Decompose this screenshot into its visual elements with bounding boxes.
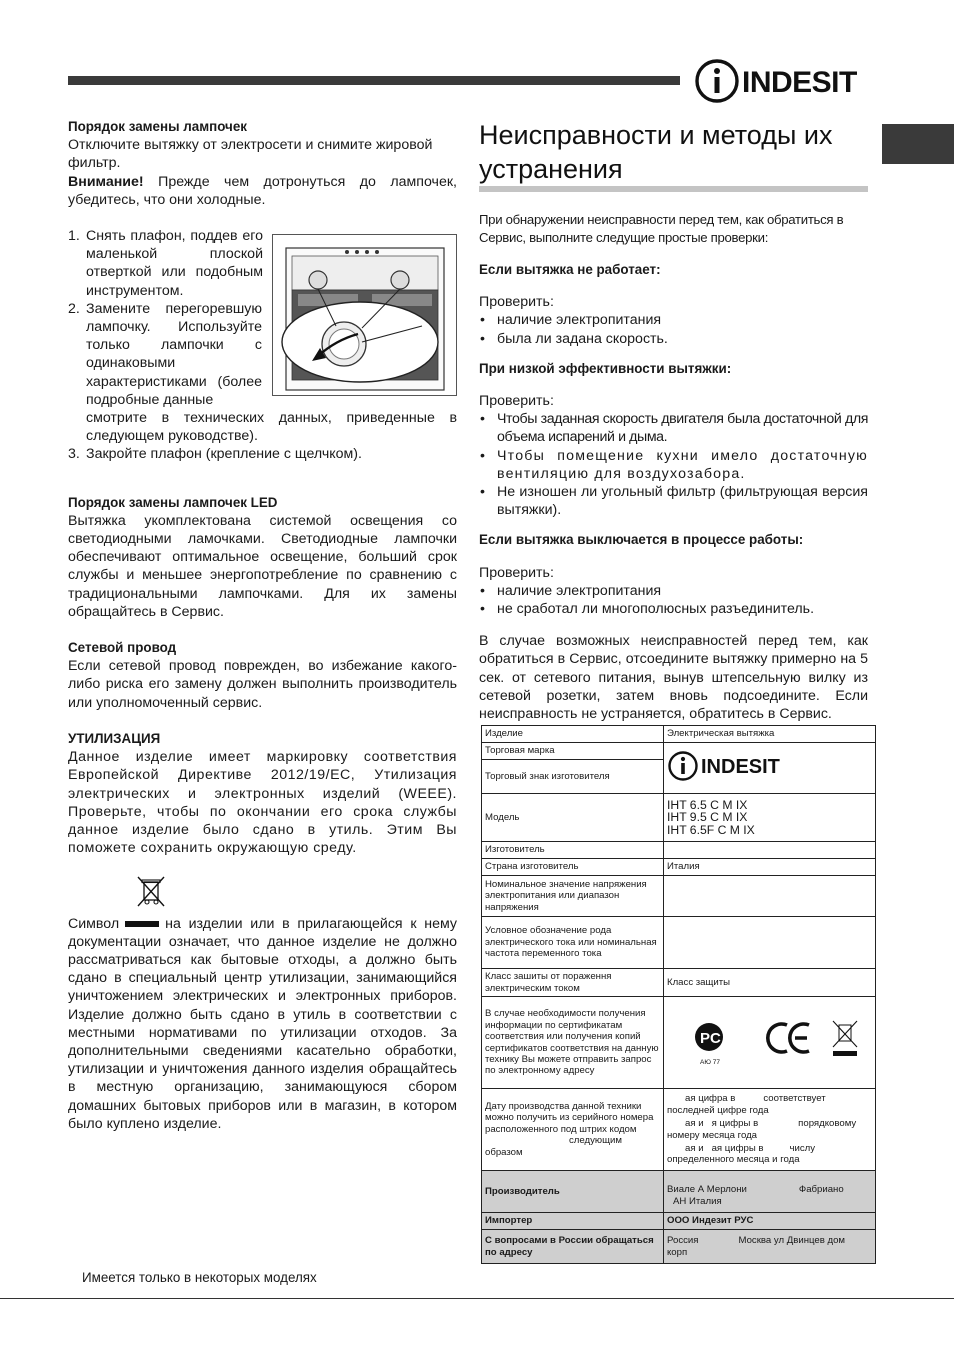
symbol-paragraph: [68, 915, 457, 1133]
table-row: [482, 743, 876, 760]
cell-value: [664, 842, 876, 859]
cell-label: Импортер: [482, 1213, 664, 1230]
list-item: • не сработал ли многополюсных разъединитель.: [479, 600, 868, 618]
cell-label: Изделие: [482, 726, 664, 743]
cord-heading: Сетевой провод: [68, 640, 177, 656]
warning-paragraph: [68, 173, 457, 209]
svg-text:INDESIT: INDESIT: [742, 66, 857, 99]
cell-cert-marks: [664, 997, 876, 1089]
date-rule: числу: [789, 1142, 816, 1154]
model-name: IHT 6.5 C M IX: [667, 797, 748, 812]
title-underline: [479, 186, 868, 192]
footnote: Имеется только в некоторых моделях: [82, 1270, 317, 1285]
cell-value: Класс защиты: [664, 969, 876, 997]
cell-label: Класс зашиты от пораження электрическим током: [482, 969, 664, 997]
date-rule: ая и: [685, 1142, 704, 1154]
ce-mark-icon: [768, 1024, 787, 1052]
step-text-b: смотрите в технических данных, приведенные в следующем руководстве).: [86, 410, 457, 445]
led-heading: Порядок замены лампочек LED: [68, 494, 278, 510]
date-rule: последней цифре года: [667, 1104, 769, 1116]
producer-line: Виале А Мерлони: [667, 1184, 747, 1196]
warning-text: Прежде чем дотронуться до лампочек, убедитесь, что они холодные.: [68, 173, 457, 208]
symbol-text: на изделии или в прилагающейся к нему документации означает, что данное изделие не должно рассматриваться как бытовые отходы, а должно быть сдано в специальный центр утилизации, занимающийся уничтожением электрических и электронных приборов. Изделие должно быть сдано в утиль в соответствии с местными нормативами по утилизации отходов. За дополнительными сведениями касательно обработки, утилизации и уничтожения данного изделия обращайтесь в местную организацию, занимающуюся сбором домашних бытовых приборов или в магазин, в котором было куплено изделие.: [68, 915, 457, 1132]
section-1-list: [479, 311, 868, 347]
svg-text:PC: PC: [700, 1029, 721, 1047]
disposal-text: Данное изделие имеет маркировку соответствия Европейской Директиве 2012/19/EC, Утилизация электрических и электронных изделий (WEEE). Проверьте, чтобы по окончании его срока службы данное изделие было сдано в утиль. Этим Вы поможете сохранить окружающую среду.: [68, 749, 457, 857]
step-3: [68, 445, 457, 463]
cell-label: Условное обозначение рода электрического тока или номинальная частота переменного тока: [482, 917, 664, 969]
cord-text: Если сетевой провод поврежден, во избежание какого-либо риска его замену должен выполнить производитель или уполномоченный сервис.: [68, 658, 457, 711]
step-1: [68, 227, 263, 300]
weee-bin-icon: [136, 875, 166, 909]
contact-line: Москва ул Двинцев дом: [738, 1235, 846, 1247]
cell-value: [664, 917, 876, 969]
cell-label: Страна изготовитель: [482, 859, 664, 876]
model-name: IHT 9.5 C M IX: [667, 810, 748, 825]
list-item: • Не изношен ли угольный фильтр (фильтрующая версия вытяжки).: [479, 483, 868, 519]
section-2-heading: При низкой эффективности вытяжки:: [479, 360, 732, 376]
cell-label: В случае необходимости получения информации по сертификатам соответствия или получения копий сертификатов соответствия на данную технику Вы можете отправить запрос по электронному адресу: [482, 997, 664, 1089]
date-rule: соответствует: [763, 1093, 826, 1105]
step-number: 1.: [68, 228, 80, 245]
list-item: • Чтобы заданная скорость двигателя была достаточной для объема испарений и дыма.: [479, 410, 868, 446]
check-label: Проверить:: [479, 564, 554, 581]
date-rule: ая и: [685, 1118, 704, 1130]
section-1-heading: Если вытяжка не работает:: [479, 262, 661, 277]
lamp-replacement-illustration: [272, 234, 457, 396]
table-row: [482, 842, 876, 859]
cell-date-rules: [664, 1089, 876, 1171]
table-row: [482, 1171, 876, 1213]
led-text: Вытяжка укомплектована системой освещения со светодиодными ламочками. Светодиодные лампочки обеспечивают оптимальное освещение, больший срок службы и меньшее энергопотребление по сравнению с традициональными лампочками. Для их замены обращайтесь в Сервис.: [68, 512, 457, 620]
warning-label: Внимание!: [68, 173, 144, 190]
date-rule: ая цифра в: [685, 1093, 736, 1105]
cell-value: [664, 876, 876, 917]
date-rule: определенного месяца и года: [667, 1154, 800, 1166]
cell-label: Номинальное значение напряжения электропитания или диапазон напряжения: [482, 876, 664, 917]
intro-text: При обнаружении неисправности перед тем, как обратиться в Сервис, выполните следущие простые проверки:: [479, 212, 844, 245]
date-rule: номеру месяца года: [667, 1129, 758, 1141]
table-row: [482, 917, 876, 969]
date-rule: порядковому: [798, 1118, 857, 1130]
contact-line: Россия: [667, 1235, 699, 1247]
step-text-a: Замените перегоревшую лампочку. Используйте только лампочки с одинаковыми характеристиками (более подробные данные: [86, 300, 262, 408]
indesit-logo: [694, 58, 870, 104]
certification-marks: [667, 1013, 867, 1069]
section-3-list: [479, 582, 868, 618]
cell-logo: [664, 743, 876, 794]
cell-label: Модель: [482, 794, 664, 842]
table-row: [482, 794, 876, 842]
section-2-list: [479, 410, 868, 519]
step-text: Снять плафон, поддев его маленькой плоской отверткой или подобным инструментом.: [86, 228, 263, 299]
table-row: [482, 1213, 876, 1230]
step-number: 2.: [68, 300, 80, 317]
list-item: • наличие электропитания: [479, 311, 868, 329]
final-advice: В случае возможных неисправностей перед тем, как обратиться в Сервис, отсоедините вытяжку примерно на 5 сек. от сетевого питания, вынув штепсельную вилку из сетевой розетки, затем вновь подсоедините. Если неисправность не устраняется, обратитесь в Сервис.: [479, 633, 868, 723]
cell-models: [664, 794, 876, 842]
date-rule: ая цифры в: [711, 1142, 764, 1154]
page-title: Неисправности и методы их устранения: [479, 120, 833, 184]
list-item: • была ли задана скорость.: [479, 330, 868, 348]
table-row: [482, 997, 876, 1089]
section-3-heading: Если вытяжка выключается в процессе работы:: [479, 532, 804, 548]
cell-label: С вопросами в России обращаться по адресу: [482, 1230, 664, 1264]
cell-label: Производитель: [482, 1171, 664, 1213]
table-row: [482, 1230, 876, 1264]
cell-label: Изготовитель: [482, 842, 664, 859]
list-item: • Чтобы помещение кухни имело достаточную вентиляцию для воздухозабора.: [479, 447, 868, 483]
cert-code: АЮ 77: [700, 1058, 720, 1066]
bulb-heading: Порядок замены лампочек: [68, 119, 247, 134]
symbol-word: Символ: [68, 915, 120, 932]
table-row: [482, 859, 876, 876]
step-number: 3.: [68, 446, 80, 463]
producer-line: Фабриано: [798, 1184, 844, 1196]
cell-value: [664, 1171, 876, 1213]
date-label-c: образом: [485, 1146, 523, 1158]
table-row: [482, 1089, 876, 1171]
contact-line: корп: [667, 1246, 688, 1258]
disposal-heading: УТИЛИЗАЦИЯ: [68, 730, 161, 746]
model-name: IHT 6.5F C M IX: [667, 822, 755, 837]
producer-line: АН Италия: [673, 1195, 722, 1207]
cell-value: Электрическая вытяжка: [664, 726, 876, 743]
check-label: Проверить:: [479, 393, 554, 410]
cell-label: [482, 1089, 664, 1171]
date-label-a: Дату производства данной техники можно получить из серийного номера расположенного под штрих кодом: [485, 1100, 654, 1135]
cell-value: Италия: [664, 859, 876, 876]
cell-value: ООО Индезит РУС: [664, 1213, 876, 1230]
table-row: [482, 876, 876, 917]
table-row: [482, 726, 876, 743]
weee-table-icon: [833, 1021, 857, 1056]
product-info-table: [481, 725, 876, 1264]
cell-value: [664, 1230, 876, 1264]
table-row: [482, 969, 876, 997]
check-label: Проверить:: [479, 294, 554, 311]
cell-label: Торговая марка: [482, 743, 664, 760]
date-rule: я цифры в: [711, 1118, 759, 1130]
bulb-intro: Отключите вытяжку от электросети и снимите жировой фильтр.: [68, 137, 433, 172]
date-label-b: следующим: [569, 1135, 622, 1147]
page-section-tab: [882, 124, 954, 164]
right-column: [479, 118, 868, 723]
footer-rule: [0, 1298, 954, 1299]
weee-bar-icon: [125, 921, 159, 927]
svg-text:INDESIT: INDESIT: [701, 756, 780, 779]
header-rule: [68, 76, 680, 85]
list-item: • наличие электропитания: [479, 582, 868, 600]
step-text: Закройте плафон (крепление с щелчком).: [86, 446, 362, 463]
indesit-table-logo: [667, 750, 789, 782]
cell-label: Торговый знак изготовителя: [482, 760, 664, 794]
